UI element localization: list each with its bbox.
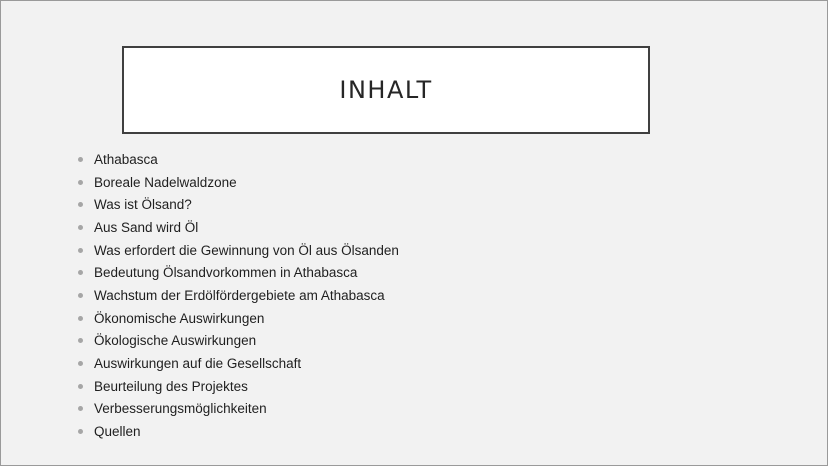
bullet-marker-icon: [78, 248, 83, 253]
bullet-text: Wachstum der Erdölfördergebiete am Athabasca: [94, 287, 385, 303]
bullet-text: Beurteilung des Projektes: [94, 378, 248, 394]
bullet-item: [78, 398, 399, 421]
bullet-item: [78, 307, 399, 330]
bullet-text: Was erfordert die Gewinnung von Öl aus Ölsanden: [94, 242, 399, 258]
bullet-item: [78, 330, 399, 353]
bullet-item: [78, 420, 399, 443]
bullet-marker-icon: [78, 384, 83, 389]
bullet-marker-icon: [78, 180, 83, 185]
bullet-text: Auswirkungen auf die Gesellschaft: [94, 356, 302, 372]
bullet-marker-icon: [78, 338, 83, 343]
bullet-item: [78, 148, 399, 171]
bullet-item: [78, 284, 399, 307]
bullet-text: Ökonomische Auswirkungen: [94, 310, 265, 326]
bullet-text: Boreale Nadelwaldzone: [94, 174, 237, 190]
bullet-text: Aus Sand wird Öl: [94, 219, 199, 235]
bullet-item: [78, 193, 399, 216]
bullet-text: Athabasca: [94, 151, 158, 167]
bullet-marker-icon: [78, 429, 83, 434]
bullet-item: [78, 239, 399, 262]
bullet-marker-icon: [78, 316, 83, 321]
bullet-item: [78, 352, 399, 375]
bullet-item: [78, 261, 399, 284]
bullet-marker-icon: [78, 361, 83, 366]
bullet-marker-icon: [78, 225, 83, 230]
bullet-item: [78, 216, 399, 239]
bullet-marker-icon: [78, 406, 83, 411]
bullet-marker-icon: [78, 293, 83, 298]
bullet-marker-icon: [78, 157, 83, 162]
bullet-marker-icon: [78, 202, 83, 207]
bullet-text: Ökologische Auswirkungen: [94, 333, 257, 349]
bullet-list: [78, 148, 399, 443]
bullet-text: Quellen: [94, 424, 141, 440]
bullet-item: [78, 171, 399, 194]
bullet-text: Was ist Ölsand?: [94, 197, 192, 213]
bullet-text: Verbesserungsmöglichkeiten: [94, 401, 267, 417]
bullet-item: [78, 375, 399, 398]
bullet-marker-icon: [78, 270, 83, 275]
bullet-text: Bedeutung Ölsandvorkommen in Athabasca: [94, 265, 358, 281]
slide-title: INHALT: [339, 76, 433, 104]
title-box: [122, 46, 650, 134]
